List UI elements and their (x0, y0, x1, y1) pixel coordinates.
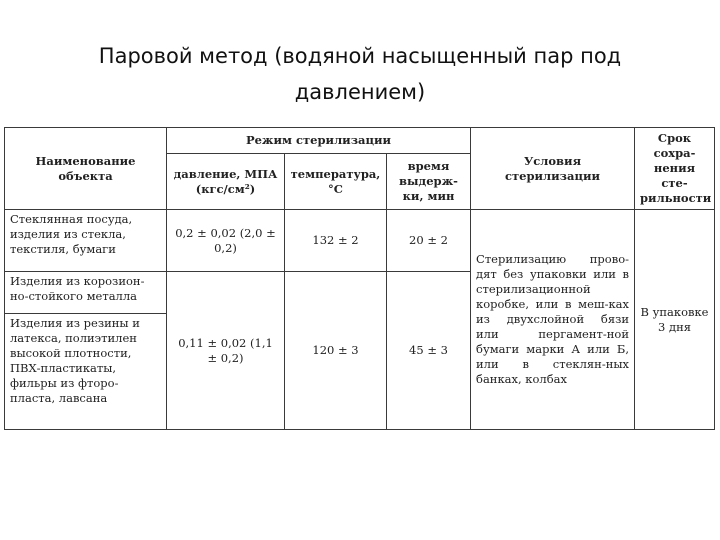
row-2-object: Изделия из корозион-но-стойкого металла (5, 272, 167, 314)
title-line-2: давлением) (294, 80, 426, 104)
row-1-temperature: 132 ± 2 (285, 210, 387, 272)
sterilization-table (4, 127, 715, 430)
header-object: Наименование объекта (5, 128, 167, 210)
row-1-object: Стеклянная посуда, изделия из стекла, текстиля, бумаги (5, 210, 167, 272)
title-line-1: Паровой метод (водяной насыщенный пар под (98, 44, 622, 68)
conditions-cell: Стерилизацию прово-дят без упаковки или в стерилизационной коробке, или в меш-ках из двухслойной бязи или пергамент-ной бумаги марки А или Б, или в стеклян-ных банках, колбах (471, 210, 635, 430)
row-3-object: Изделия из резины и латекса, полиэтилен высокой плотности, ПВХ-пластикаты, фильры из фторо-пласта, лавсана (5, 314, 167, 430)
row-1-pressure: 0,2 ± 0,02 (2,0 ± 0,2) (167, 210, 285, 272)
table-header-row (5, 128, 715, 154)
shelf-life-cell: В упаковке 3 дня (635, 210, 715, 430)
row-2-3-pressure: 0,11 ± 0,02 (1,1 ± 0,2) (167, 272, 285, 430)
header-sterilization-mode: Режим стерилизации (167, 128, 471, 154)
header-shelf-life: Срок сохра-нения сте-рильности (635, 128, 715, 210)
page-title (20, 38, 700, 110)
header-temperature: температура, °С (285, 154, 387, 210)
row-2-3-temperature: 120 ± 3 (285, 272, 387, 430)
header-time: время выдерж-ки, мин (387, 154, 471, 210)
table-row (5, 210, 715, 272)
header-conditions: Условия стерилизации (471, 128, 635, 210)
row-2-3-time: 45 ± 3 (387, 272, 471, 430)
header-pressure: давление, МПА (кгс/см²) (167, 154, 285, 210)
row-1-time: 20 ± 2 (387, 210, 471, 272)
